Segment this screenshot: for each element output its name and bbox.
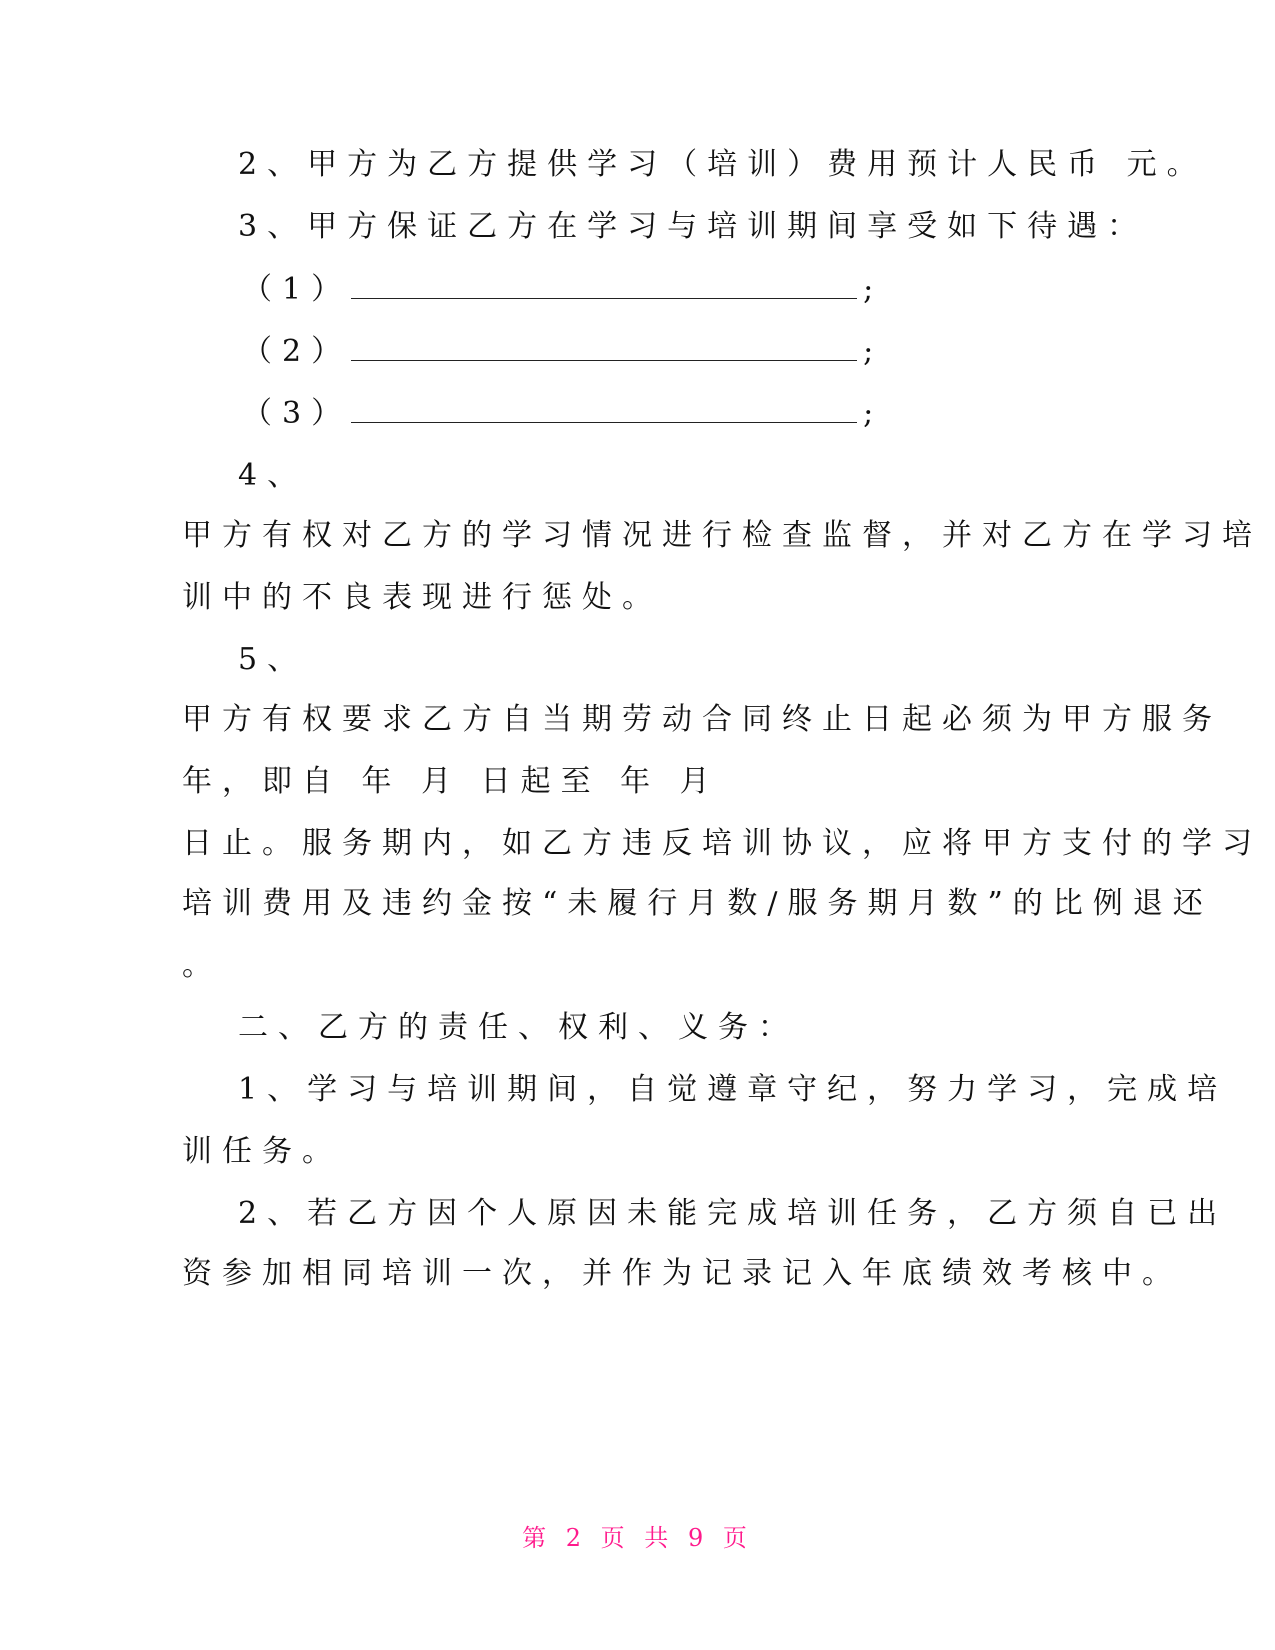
blank-item-3 [242,394,883,434]
paragraph-line: 1、学习与培训期间，自觉遵章守纪，努力学习，完成培 [238,1072,1228,1107]
paragraph-line: 训任务。 [182,1134,342,1169]
paragraph-line: 年，即自 年 月 日起至 年 月 [182,764,720,799]
blank-end: ; [863,272,884,307]
fill-in-line [351,334,857,361]
paragraph-line: 2、甲方为乙方提供学习（培训）费用预计人民币 元。 [238,147,1207,182]
paragraph-line: 2、若乙方因个人原因未能完成培训任务，乙方须自已出 [238,1196,1228,1231]
fill-in-line [351,272,857,299]
blank-label: （1） [242,272,352,307]
blank-item-1 [242,270,883,310]
blank-end: ; [863,334,884,369]
blank-label: （3） [242,396,352,431]
paragraph-line: 甲方有权要求乙方自当期劳动合同终止日起必须为甲方服务 [182,702,1222,737]
paragraph-line: 培训费用及违约金按“未履行月数/服务期月数”的比例退还 [182,886,1213,921]
paragraph-line: 。 [182,948,222,983]
paragraph-line: 日止。服务期内，如乙方违反培训协议，应将甲方支付的学习 [182,826,1262,861]
paragraph-line: 甲方有权对乙方的学习情况进行检查监督，并对乙方在学习培 [182,518,1262,553]
paragraph-line: 4、 [238,458,308,493]
paragraph-line: 资参加相同培训一次，并作为记录记入年底绩效考核中。 [182,1256,1182,1291]
paragraph-line: 5、 [238,642,308,677]
blank-item-2 [242,332,883,372]
paragraph-line: 3、甲方保证乙方在学习与培训期间享受如下待遇： [238,209,1148,244]
fill-in-line [351,396,857,423]
section-heading: 二、乙方的责任、权利、义务： [238,1010,798,1045]
blank-end: ; [863,396,884,431]
paragraph-line: 训中的不良表现进行惩处。 [182,580,662,615]
blank-label: （2） [242,334,352,369]
page-number-footer: 第 2 页 共 9 页 [522,1524,753,1552]
